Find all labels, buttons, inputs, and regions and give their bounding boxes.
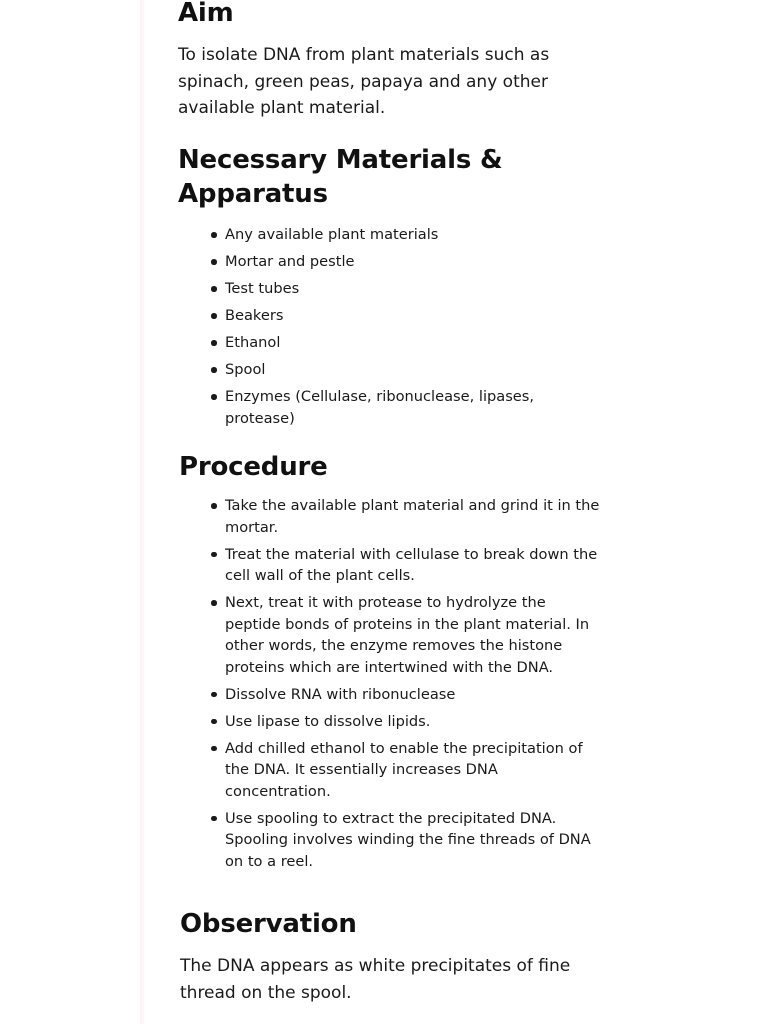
procedure-list xyxy=(225,495,605,878)
list-item: Spool xyxy=(225,359,605,381)
list-item: Ethanol xyxy=(225,332,605,354)
list-item: Beakers xyxy=(225,305,605,327)
list-item: Mortar and pestle xyxy=(225,251,605,273)
list-item: Dissolve RNA with ribonuclease xyxy=(225,684,605,706)
aim-heading: Aim xyxy=(178,0,234,28)
list-item: Enzymes (Cellulase, ribonuclease, lipases, protease) xyxy=(225,386,605,429)
list-item: Take the available plant material and grind it in the mortar. xyxy=(225,495,605,538)
materials-list xyxy=(225,224,605,435)
list-item: Use spooling to extract the precipitated DNA. Spooling involves winding the fine threads of DNA on to a reel. xyxy=(225,808,605,873)
list-item: Any available plant materials xyxy=(225,224,605,246)
page-edge-divider xyxy=(140,0,144,1024)
procedure-heading: Procedure xyxy=(179,452,328,482)
observation-heading: Observation xyxy=(180,909,357,939)
aim-paragraph: To isolate DNA from plant materials such as spinach, green peas, papaya and any other available plant material. xyxy=(178,45,550,118)
list-item: Test tubes xyxy=(225,278,605,300)
observation-paragraph: The DNA appears as white precipitates of fine thread on the spool. xyxy=(180,956,571,1003)
left-margin xyxy=(0,0,140,1024)
materials-heading: Necessary Materials & Apparatus xyxy=(178,145,503,209)
list-item: Treat the material with cellulase to break down the cell wall of the plant cells. xyxy=(225,544,605,587)
list-item: Add chilled ethanol to enable the precipitation of the DNA. It essentially increases DNA concentration. xyxy=(225,738,605,803)
list-item: Next, treat it with protease to hydrolyze the peptide bonds of proteins in the plant material. In other words, the enzyme removes the histone proteins which are intertwined with the DNA. xyxy=(225,592,605,678)
list-item: Use lipase to dissolve lipids. xyxy=(225,711,605,733)
